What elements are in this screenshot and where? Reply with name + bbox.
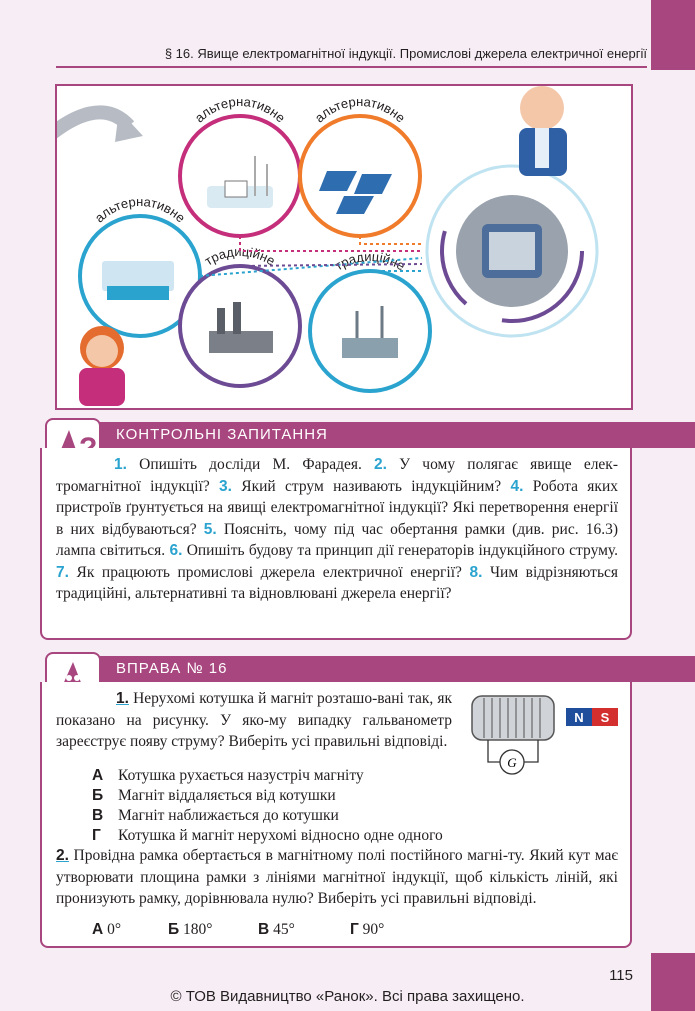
- questions-text: 1. Опишіть досліди М. Фарадея. 2. У чому полягає явище елек-тромагнітної індукції? 3. Який струм називають індукційним? 4. Робота яких пристроїв ґрунтується на явищі електромагнітної індукції? Які перетворення енергії в них відбуваються? 5. Поясніть, чому під час обертання рамки (див. рис. 16.3) лампа світиться. 6. Опишіть будову та принцип дії генераторів індукційного струму. 7. Як працюють промислові джерела електричної енергії? 8. Чим відрізняються традиційні, альтернативні та відновлювані джерела енергії?: [56, 456, 619, 602]
- svg-text:традиційне: традиційне: [331, 248, 408, 274]
- energy-sources-illustration: [55, 84, 633, 410]
- task2-text: 2. Провідна рамка обертається в магнітному полі постійного магні-ту. Який кут має утворювати площина рамки з лініями магнітної індукції, щоб кількість ліній, які пронизують рамку, дорівнювала нулю? Виберіть усі правильні відповіді.: [56, 847, 618, 907]
- answer-a: А 0°: [92, 921, 122, 938]
- page-tab-top: [651, 0, 695, 70]
- exercise-title: ВПРАВА № 16: [116, 660, 228, 677]
- professor-figure-icon: [519, 86, 567, 176]
- task1-text: 1. Нерухомі котушка й магніт розташо-вані так, як показано на рисунку. У яко-му випадку гальванометр зареєструє появу струму? Виберіть усі правильні відповіді.: [56, 690, 453, 750]
- svg-text:альтернативне: альтернативне: [311, 93, 409, 126]
- svg-text:S: S: [600, 710, 610, 725]
- svg-text:G: G: [507, 755, 517, 770]
- page-number: 115: [609, 967, 633, 984]
- svg-text:альтернативне: альтернативне: [191, 94, 289, 126]
- copyright: © ТОВ Видавництво «Ранок». Всі права захищено.: [170, 988, 525, 1005]
- option-d: Г Котушка й магніт нерухомі відносно одне одного: [92, 827, 443, 844]
- girl-figure-icon: [79, 326, 125, 406]
- illustration-svg: [57, 86, 631, 408]
- generator-icon: [427, 166, 597, 336]
- alt-wind-circle: [180, 94, 300, 236]
- alt-solar-circle: [300, 94, 420, 236]
- answer-b: Б 180°: [168, 921, 213, 938]
- svg-text:традиційне: традиційне: [201, 243, 278, 269]
- coil-magnet-figure: [466, 688, 626, 778]
- header-rule: [56, 66, 647, 68]
- running-header: § 16. Явище електромагнітної індукції. Промислові джерела електричної енергії: [164, 46, 647, 61]
- exercise-title-band: [98, 656, 695, 682]
- option-c: В Магніт наближається до котушки: [92, 807, 339, 824]
- option-b: Б Магніт віддаляється від котушки: [92, 787, 336, 804]
- svg-text:альтернативне: альтернативне: [91, 193, 189, 226]
- questions-title: КОНТРОЛЬНІ ЗАПИТАННЯ: [116, 426, 328, 443]
- svg-text:N: N: [574, 710, 584, 725]
- questions-title-band: [98, 422, 695, 448]
- option-a: А Котушка рухається назустріч магніту: [92, 767, 364, 784]
- answer-d: Г 90°: [350, 921, 385, 938]
- answer-c: В 45°: [258, 921, 295, 938]
